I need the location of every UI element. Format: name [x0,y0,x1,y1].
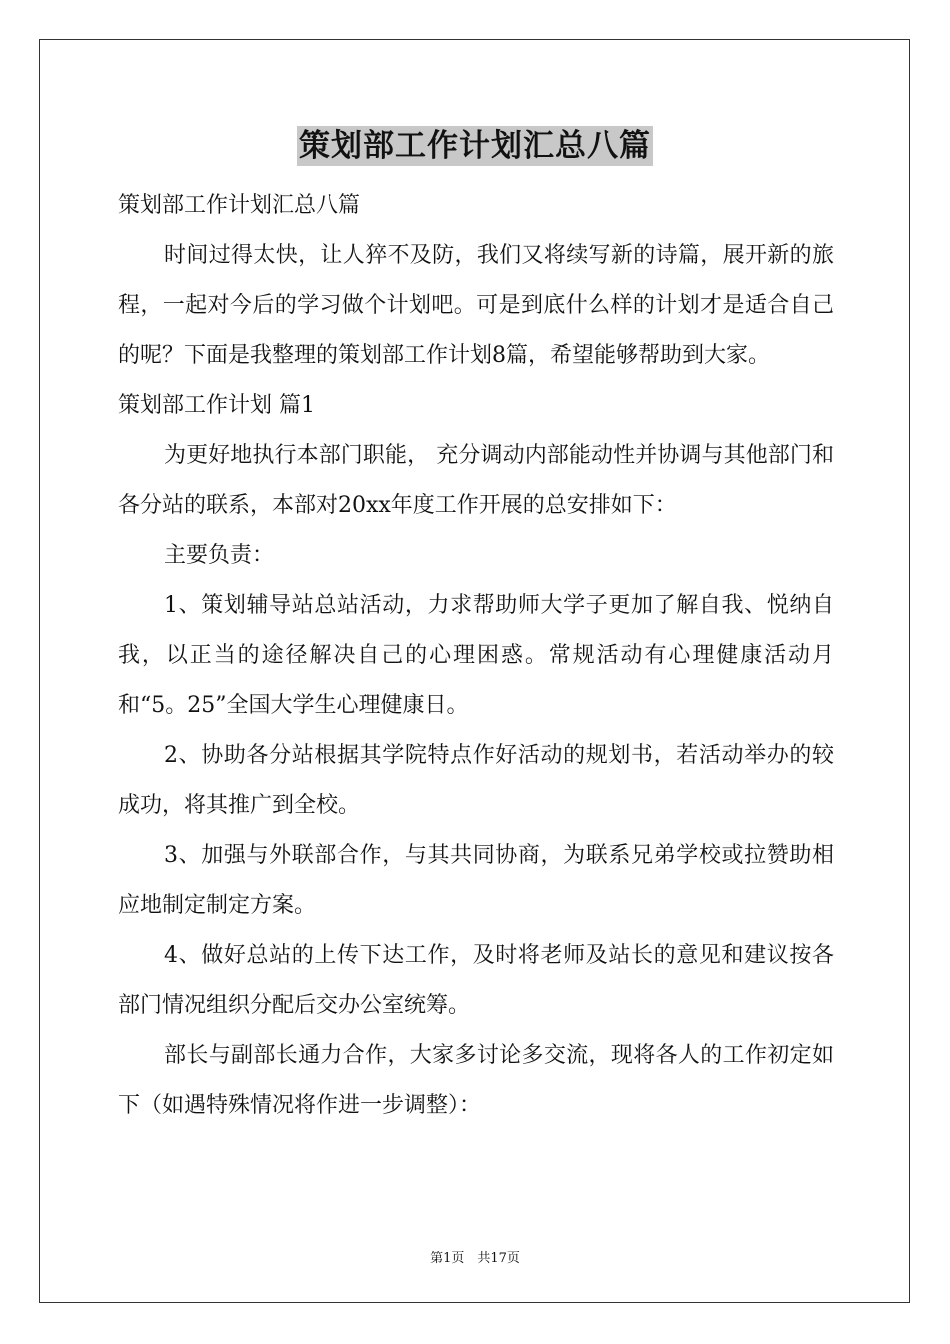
list-item: 4、做好总站的上传下达工作，及时将老师及站长的意见和建议按各部门情况组织分配后交办公室统筹。 [118,943,834,1018]
document-body [118,181,834,1131]
section-heading: 策划部工作计划 篇1 [118,393,315,418]
list-item: 3、加强与外联部合作，与其共同协商，为联系兄弟学校或拉赞助相应地制定制定方案。 [118,843,834,918]
list-item: 2、协助各分站根据其学院特点作好活动的规划书，若活动举办的较成功，将其推广到全校。 [118,743,834,818]
intro-paragraph: 时间过得太快，让人猝不及防，我们又将续写新的诗篇，展开新的旅程，一起对今后的学习做个计划吧。可是到底什么样的计划才是适合自己的呢？下面是我整理的策划部工作计划8篇，希望能够帮助到大家。 [118,243,834,368]
closing-paragraph: 部长与副部长通力合作，大家多讨论多交流，现将各人的工作初定如下（如遇特殊情况将作进一步调整）： [118,1043,834,1118]
section-paragraph: 为更好地执行本部门职能， 充分调动内部能动性并协调与其他部门和各分站的联系，本部对20xx年度工作开展的总安排如下： [118,443,834,518]
page-footer: 第1页 共17页 [430,1251,520,1266]
document-subtitle: 策划部工作计划汇总八篇 [118,193,361,218]
title-wrap [0,126,950,166]
main-duty-label: 主要负责： [164,543,275,568]
document-title: 策划部工作计划汇总八篇 [299,128,651,164]
list-item: 1、策划辅导站总站活动，力求帮助师大学子更加了解自我、悦纳自我，以正当的途径解决自己的心理困惑。常规活动有心理健康活动月和“5。25”全国大学生心理健康日。 [118,593,834,718]
